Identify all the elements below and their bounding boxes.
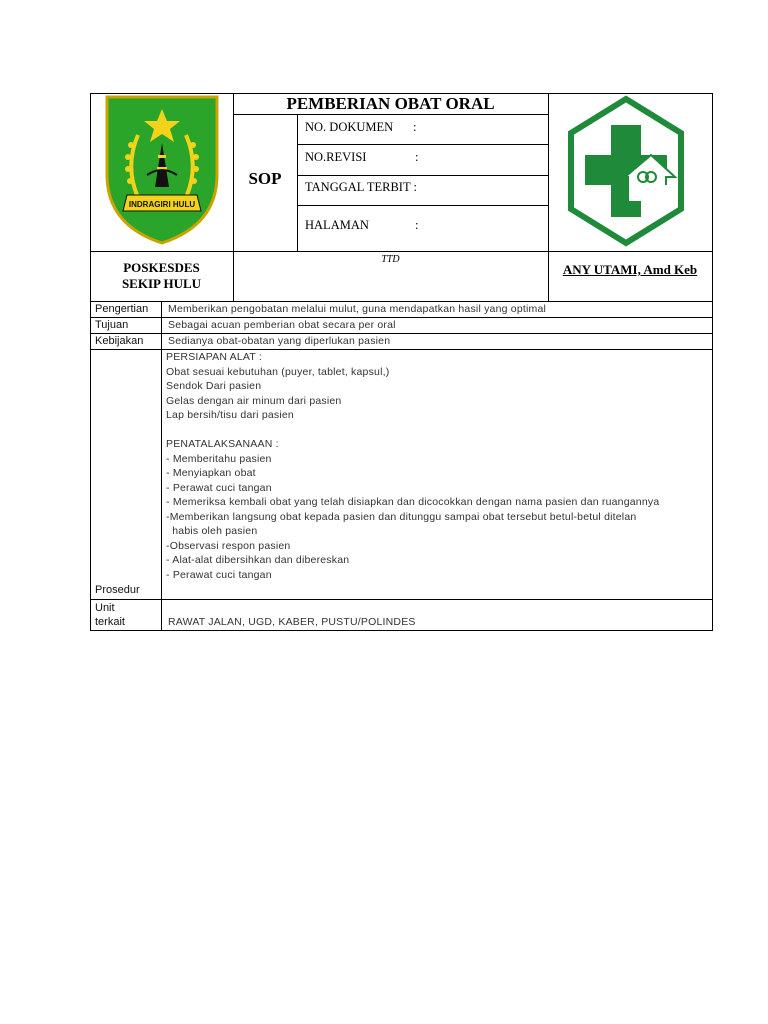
prosedur-line: - Perawat cuci tangan bbox=[166, 568, 272, 581]
kebijakan-text: Sedianya obat-obatan yang diperlukan pasien bbox=[168, 335, 391, 347]
meta-tanggal-terbit-label: TANGGAL TERBIT : bbox=[305, 180, 417, 194]
prosedur-line: - Menyiapkan obat bbox=[166, 467, 256, 479]
meta-no-revisi-label: NO.REVISI bbox=[305, 150, 367, 164]
prosedur-line: - Alat-alat dibersihkan dan dibereskan bbox=[166, 554, 350, 566]
health-center-logo bbox=[565, 95, 687, 247]
kebijakan-label: Kebijakan bbox=[95, 335, 144, 347]
prosedur-line: PENATALAKSANAAN : bbox=[166, 438, 279, 450]
title-underline bbox=[233, 114, 548, 115]
org-name bbox=[90, 260, 233, 292]
meta-halaman-sep: : bbox=[415, 218, 419, 232]
meta-no-dokumen-label: NO. DOKUMEN bbox=[305, 120, 394, 134]
header-bottom-border bbox=[90, 301, 713, 302]
tujuan-text: Sebagai acuan pemberian obat secara per oral bbox=[168, 319, 396, 331]
unit-terkait-label-line2: terkait bbox=[95, 616, 125, 628]
table-right-border bbox=[712, 301, 713, 631]
prosedur-line: Obat sesuai kebutuhan (puyer, tablet, kapsul,) bbox=[166, 365, 390, 378]
meta-line-1 bbox=[297, 144, 548, 145]
row-line-1 bbox=[90, 317, 713, 318]
prosedur-line: Lap bersih/tisu dari pasien bbox=[166, 409, 294, 421]
unit-terkait-label bbox=[95, 601, 125, 629]
page-title: PEMBERIAN OBAT ORAL bbox=[286, 94, 495, 113]
org-name-line1: POSKESDES bbox=[123, 260, 200, 275]
unit-terkait-label-line1: Unit bbox=[95, 602, 115, 614]
prosedur-line: Gelas dengan air minum dari pasien bbox=[166, 394, 342, 407]
tujuan-label: Tujuan bbox=[95, 319, 129, 331]
unit-terkait-text: RAWAT JALAN, UGD, KABER, PUSTU/POLINDES bbox=[168, 616, 416, 628]
prosedur-list bbox=[166, 350, 659, 582]
header-mid-border bbox=[90, 251, 713, 252]
table-col-divider bbox=[161, 301, 162, 631]
regency-emblem bbox=[103, 95, 221, 245]
prosedur-line: - Memeriksa kembali obat yang telah disiapkan dan dicocokkan dengan nama pasien dan ruangannya bbox=[166, 496, 660, 508]
meta-halaman-label: HALAMAN bbox=[305, 218, 369, 232]
emblem-banner-text: INDRAGIRI HULU bbox=[128, 200, 196, 209]
table-bottom-border bbox=[90, 630, 713, 631]
org-name-line2: SEKIP HULU bbox=[121, 276, 202, 291]
prosedur-line: Sendok Dari pasien bbox=[166, 380, 262, 392]
prosedur-line: -Memberikan langsung obat kepada pasien dan ditunggu sampai obat tersebut betul-betul ditelan bbox=[166, 510, 637, 523]
row-line-4 bbox=[90, 599, 713, 600]
pengertian-text: Memberikan pengobatan melalui mulut, guna mendapatkan hasil yang optimal bbox=[168, 303, 547, 315]
meta-no-dokumen-sep: : bbox=[413, 120, 417, 134]
prosedur-line: habis oleh pasien bbox=[166, 525, 258, 537]
prosedur-label: Prosedur bbox=[95, 584, 140, 596]
prosedur-line: -Observasi respon pasien bbox=[166, 539, 291, 552]
signatory-name: ANY UTAMI, Amd Keb bbox=[562, 262, 698, 277]
prosedur-line: - Memberitahu pasien bbox=[166, 452, 272, 465]
prosedur-line bbox=[166, 423, 659, 438]
header-right-border bbox=[712, 93, 713, 302]
signature-placeholder: TTD bbox=[381, 254, 400, 265]
prosedur-line: - Perawat cuci tangan bbox=[166, 481, 272, 494]
header-col-divider-1 bbox=[233, 93, 234, 302]
header-col-divider-2 bbox=[297, 114, 298, 252]
pengertian-label: Pengertian bbox=[95, 303, 149, 315]
prosedur-line: PERSIAPAN ALAT : bbox=[166, 351, 262, 363]
meta-line-2 bbox=[297, 175, 548, 176]
table-left-border bbox=[90, 301, 91, 631]
meta-no-revisi-sep: : bbox=[415, 150, 419, 164]
meta-line-3 bbox=[297, 205, 548, 206]
row-line-2 bbox=[90, 333, 713, 334]
sop-label: SOP bbox=[248, 169, 282, 188]
